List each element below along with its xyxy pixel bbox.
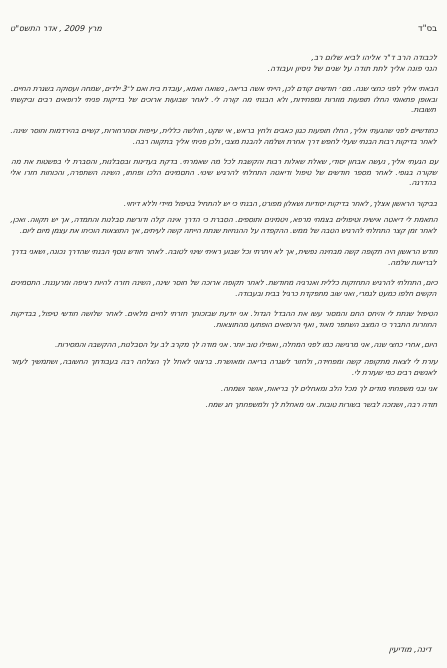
letter-paragraph: התאמת לי דיאטה אישית וטיפולים בצמחי מרפא, ויטמינים ותוספים. הסברת כי הדרך אינה קלה ודורשת סבלנות והתמדה, אך יש תקווה. ואכן, לאחר זמן קצר התחלתי להרגיש הטבה של ממש. ההקפדה על ההנחיות שנתת הייתה קשה לעיתים, אך התוצאות הוכיחו את עצמן מיום ליום. [10, 215, 439, 235]
letter-paragraph: בביקור הראשון אצלך, לאחר בדיקות יסודיות ושאלון מפורט, הבנתי כי יש להתחיל בטיפול מיידי וללא דיחוי. [123, 198, 438, 208]
greeting-line: לכבודה הרב ד"ר אליהו לביא שלום רב, [311, 53, 438, 62]
letter-header [10, 24, 437, 34]
letter-paragraph: עזרת לי לצאת מתקופה קשה ומפחידה, ולחזור לשגרה בריאה ומאושרת. ברצוני לאחל לך הצלחה רבה בעבודתך החשובה, ושתמשיך לעזור לאנשים רבים כפי שעזרת לי. [10, 356, 439, 377]
letter-paragraph: כיום, התחלתי להרגיש התחזקות כללית ואנרגיה מחודשת. לאחר תקופה ארוכה של חוסר שינה, השינה חזרה להיות רציפה ומרעננת. התסמינים הקשים חלפו כמעט לגמרי, ואני שוב מתפקדת כרגיל בבית ובעבודה. [10, 277, 439, 298]
letter-paragraph: אני ובני משפחתי מודים לך מכל הלב ומאחלים לך בריאות, אושר ושמחה. [220, 383, 438, 393]
letter-paragraph: עם הגעתי אליך, נעשה אבחון יסודי, שאלת שאלות רבות והקשבת לכל מה שאמרתי. בדקת בעדינות ובסבלנות, והסברת לי בפשטות את מה שקורה בגופי. לאחר מספר חודשים של טיפול ודיאטה התחלתי להרגיש שינוי. התסמינים הלכו ופחתו, השינה השתפרה, והכוחות חזרו אלי בהדרגה. [9, 156, 439, 188]
signature: דינה, מודיעין [388, 645, 432, 654]
letter-paragraph: הטיפול שנתת לי והיחס החם והמסור עשו את ההבדל הגדול. אני יודעת שבזכותך חזרתי לחיים מלאים. לאחר שלושה חודשי טיפול, בבדיקות החוזרות התברר כי המצב השתפר מאוד, ואף הרופאים הופתעו מהתוצאות. [10, 308, 439, 329]
letter-paragraph: הבאתי אליך לפני כחצי שנה. מס׳ חודשים קודם לכן, הייתי אשה בריאה, נשואה ואמא, עובדת בית ואם ל־3 ילדים, שמחה ועסוקה בשגרת החיים. ובאופן פתאומי החלו תופעות מוזרות ומפחידות, ולא הבנתי מה קורה לי. לאחר שבועות ארוכים של בדיקות פניתי לרופאים רבים וביקשתי תשובות. [9, 84, 439, 115]
bsd-mark: בס"ד [418, 24, 437, 34]
letter-date: מרץ 2009 , אדר התשס"ט [9, 24, 103, 33]
letter-paragraph: היום, אחרי כחצי שנה, אני מרגישה כמו לפני המחלה, ואפילו טוב יותר. אני מודה לך מקרב לב על הסבלנות, ההקשבה והמסירות. [54, 340, 438, 350]
letter-paragraph: תודה רבה, ושנזכה לבשר בשורות טובות. אני מאחלת לך ולמשפחתך חג שמח. [205, 400, 438, 410]
greeting-line: הנני פונה אליך לתת תודה על שנים של ניסיון ועבודה. [267, 64, 438, 73]
letter-paragraph: חודש הראשון היה תקופה קשה מבחינה נפשית, אך לא ויתרתי וכל שבוע ראיתי שינוי לטובה. לאחר חודש נוסף הבנתי שהדרך נכונה, ושאני בדרך לבריאות שלמה. [10, 246, 439, 267]
letter-paragraph: כחודשיים לפני שהגעתי אליך, החלו תופעות כגון כאבים ולחץ בראש, אי שקט, חולשה כללית, עייפות וסחרחורות, קשיים בהירדמות וחוסר שינה. לאחר בדיקות רבות הבנתי שעלי לחפש דרך אחרת ושלמה להבנת מצבי, ולכן פניתי אליך בתקווה רבה. [10, 125, 439, 146]
